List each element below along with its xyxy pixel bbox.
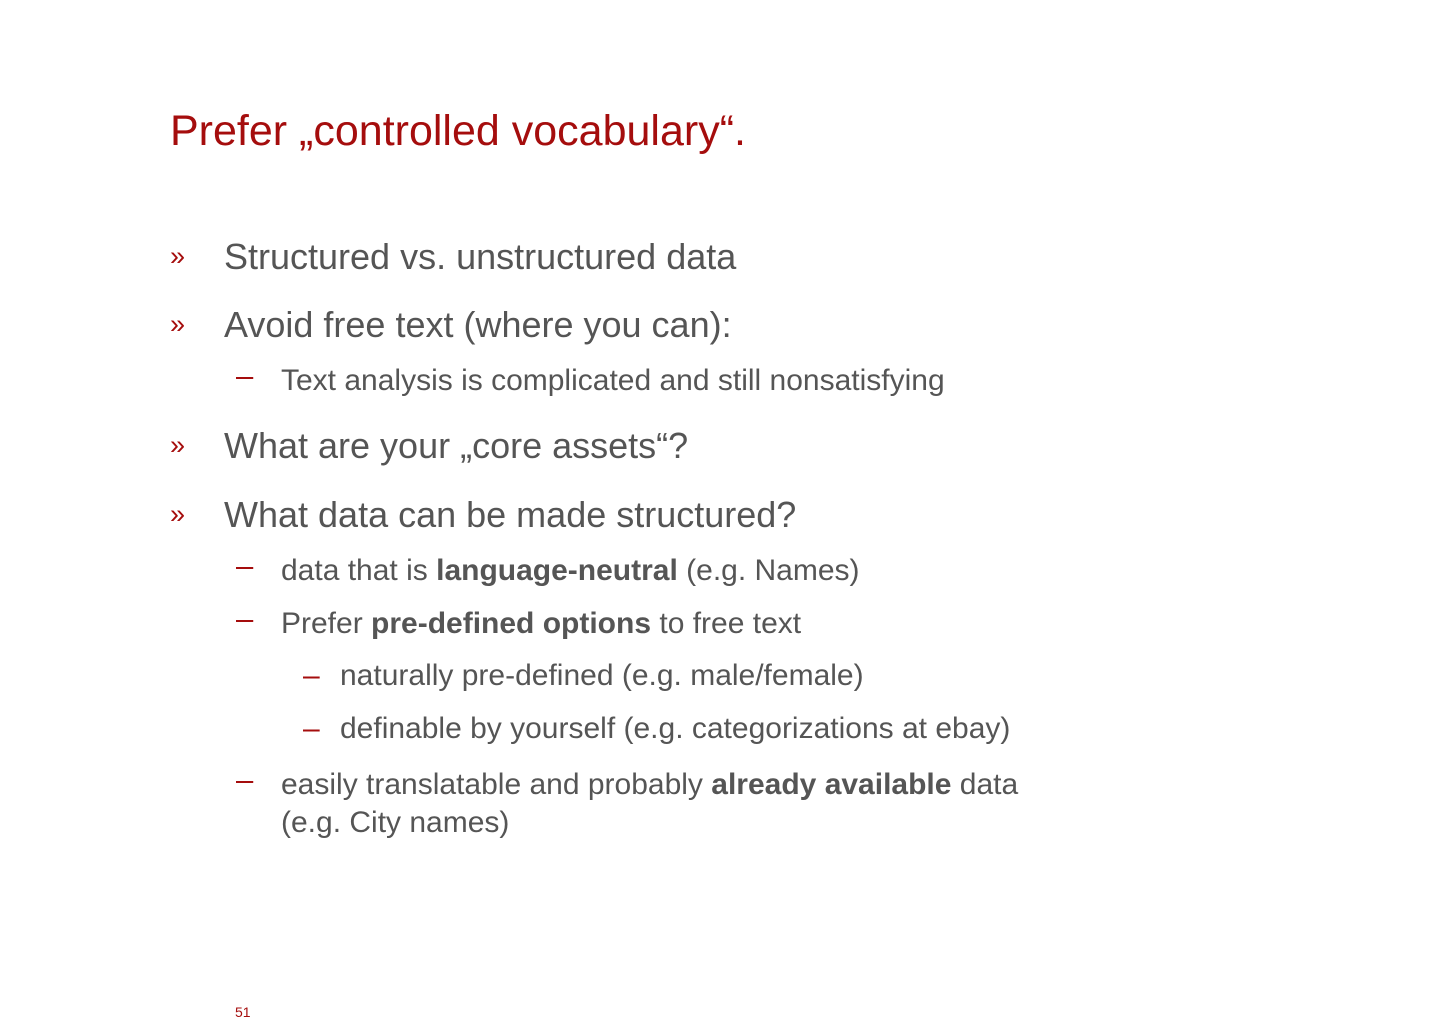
sub-bullet-item xyxy=(236,601,802,642)
sub-bullet-item xyxy=(236,358,945,399)
sub-bullet-text-pre: easily translatable and probably xyxy=(281,768,712,801)
sub-bullet-text-bold: already available xyxy=(711,768,952,801)
sub-bullet-text-post: data xyxy=(951,768,1019,801)
bullet-marker-icon: » xyxy=(170,309,186,339)
sub-bullet-item xyxy=(236,762,1019,803)
bullet-item xyxy=(170,494,796,535)
sub-bullet-text: (e.g. City names) xyxy=(281,806,510,839)
sub-bullet-text-pre: data that is xyxy=(281,554,437,587)
dash-marker-icon: – xyxy=(236,601,254,636)
bullet-item xyxy=(170,304,732,345)
sub-bullet-text-bold: pre-defined options xyxy=(371,607,652,640)
sub-bullet-continuation xyxy=(236,806,509,841)
sub-bullet-text-bold: language-neutral xyxy=(436,554,678,587)
bullet-marker-icon: » xyxy=(170,241,186,271)
sub-bullet-text-pre: Prefer xyxy=(281,607,372,640)
sub-bullet-text: Text analysis is complicated and still nonsatisfying xyxy=(281,364,945,397)
sub-sub-bullet-text: definable by yourself (e.g. categorizations at ebay) xyxy=(340,712,1011,745)
sub-sub-bullet-item xyxy=(303,712,1010,747)
slide-title: Prefer „controlled vocabulary“. xyxy=(170,107,746,155)
sub-bullet-text-post: to free text xyxy=(651,607,802,640)
bullet-marker-icon: » xyxy=(170,430,186,460)
sub-bullet-item xyxy=(236,548,860,589)
page-number: 51 xyxy=(235,1004,251,1020)
dash-marker-icon: – xyxy=(236,548,254,583)
bullet-item xyxy=(170,425,688,466)
bullet-text: Avoid free text (where you can): xyxy=(224,304,732,345)
dash-marker-icon: – xyxy=(303,712,320,745)
sub-sub-bullet-item xyxy=(303,659,864,694)
bullet-text: What are your „core assets“? xyxy=(224,425,689,466)
dash-marker-icon: – xyxy=(303,659,320,692)
dash-marker-icon: – xyxy=(236,762,254,797)
dash-marker-icon: – xyxy=(236,358,254,393)
sub-bullet-text-post: (e.g. Names) xyxy=(677,554,860,587)
bullet-text: Structured vs. unstructured data xyxy=(224,236,737,277)
bullet-text: What data can be made structured? xyxy=(224,494,797,535)
bullet-item xyxy=(170,236,736,277)
bullet-marker-icon: » xyxy=(170,499,186,529)
sub-sub-bullet-text: naturally pre-defined (e.g. male/female) xyxy=(340,659,864,692)
